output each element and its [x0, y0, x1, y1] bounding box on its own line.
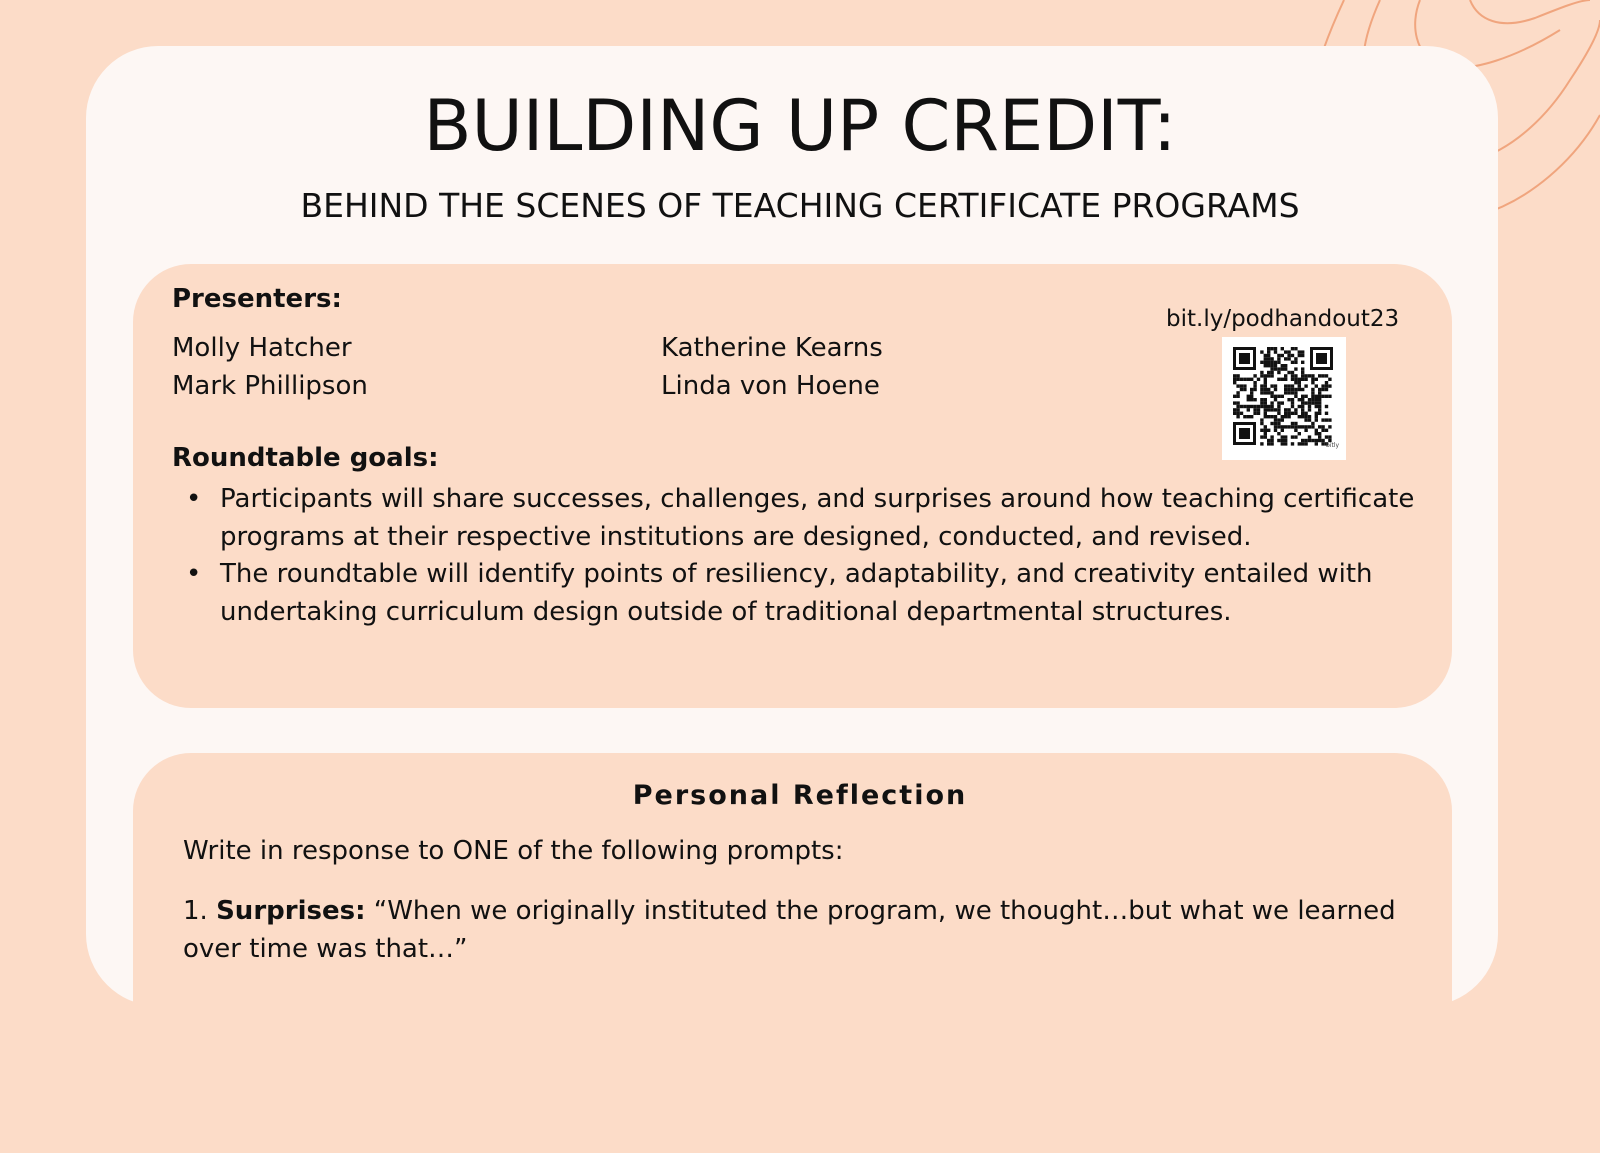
handout-link[interactable]: bit.ly/podhandout23 [1166, 306, 1400, 332]
qr-code-icon [1222, 337, 1346, 460]
goal-item [186, 556, 1426, 631]
presenter-name: Molly Hatcher [172, 333, 352, 363]
presenter-name: Mark Phillipson [172, 371, 368, 401]
prompt-text: “When we originally instituted the program, we thought…but what we learned over time was that…” [183, 896, 1396, 964]
goals-list [186, 481, 1426, 631]
bullet-icon: • [186, 559, 202, 589]
presenter-name: Katherine Kearns [661, 333, 883, 363]
presenters-label: Presenters: [172, 284, 342, 314]
goal-text: The roundtable will identify points of resiliency, adaptability, and creativity entailed with undertaking curriculum design outside of traditional departmental structures. [220, 559, 1373, 627]
poster-subtitle: BEHIND THE SCENES OF TEACHING CERTIFICATE PROGRAMS [300, 186, 1300, 225]
qr-code[interactable] [1222, 337, 1346, 460]
bullet-icon: • [186, 484, 202, 514]
poster-title: BUILDING UP CREDIT: [423, 85, 1177, 167]
prompt-item [183, 892, 1423, 968]
goals-label: Roundtable goals: [172, 443, 439, 473]
reflection-title: Personal Reflection [632, 780, 968, 811]
qr-caption: bitly [1326, 442, 1340, 449]
prompt-keyword: Surprises: [216, 896, 366, 926]
presenter-name: Linda von Hoene [661, 371, 880, 401]
prompt-number: 1. [183, 896, 208, 926]
goal-text: Participants will share successes, challenges, and surprises around how teaching certificate programs at their respective institutions are designed, conducted, and revised. [220, 484, 1415, 552]
goal-item [186, 481, 1426, 556]
reflection-intro: Write in response to ONE of the following prompts: [183, 836, 844, 866]
